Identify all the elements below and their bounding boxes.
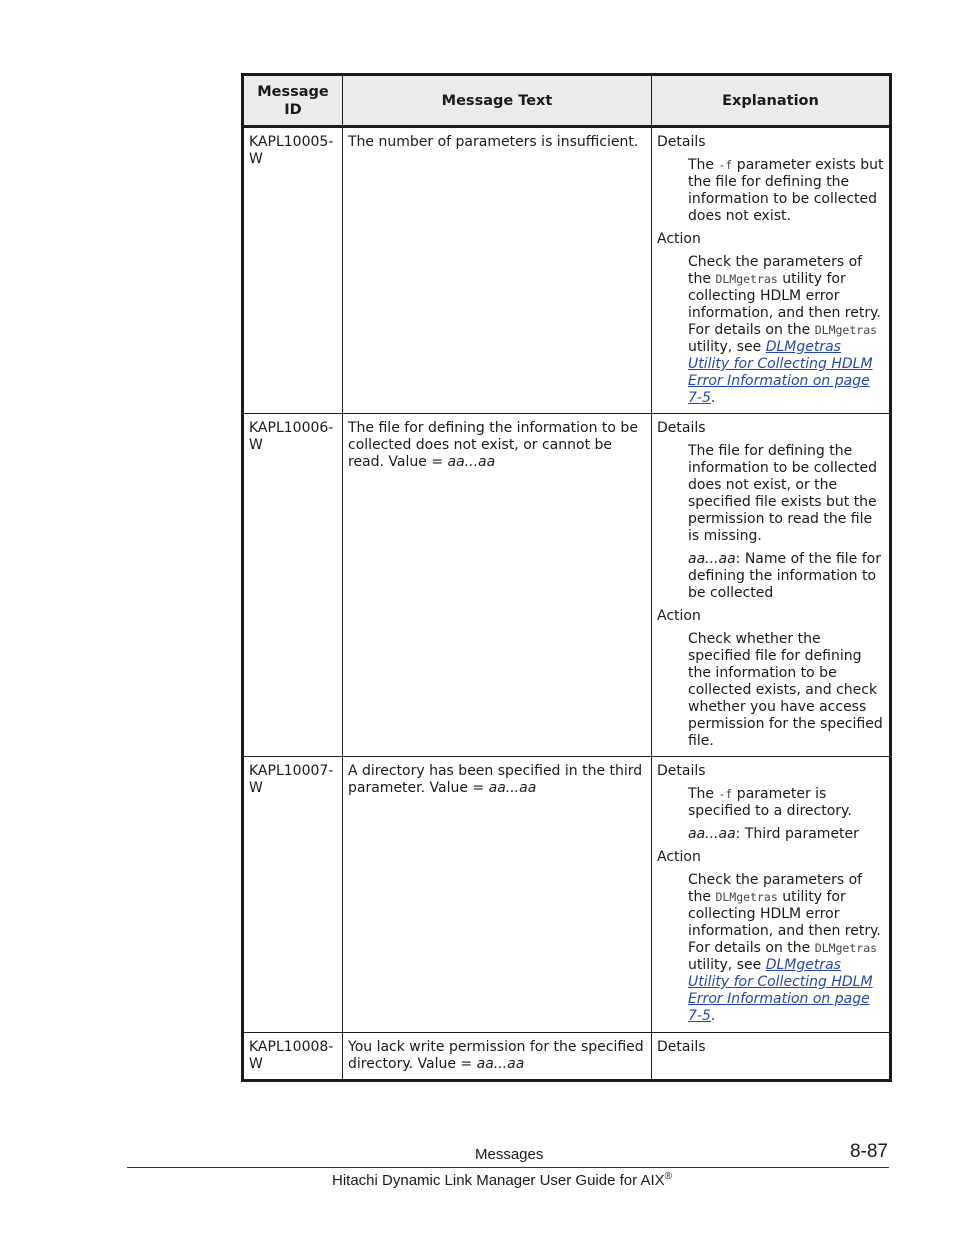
table-header-row bbox=[243, 75, 891, 127]
cross-reference-link[interactable]: DLMgetras Utility for Collecting HDLM Error Information on page 7-5 bbox=[688, 957, 873, 1024]
details-text: The file for defining the information to be collected does not exist, or the specified file exists but the permission to read the file is missing. bbox=[688, 443, 878, 544]
explanation bbox=[652, 1033, 891, 1081]
document-title: Hitachi Dynamic Link Manager User Guide for AIX® bbox=[332, 1171, 673, 1189]
details-text: The -f parameter exists but the file for defining the information to be collected does not exist. bbox=[688, 157, 884, 224]
code-utility: DLMgetras bbox=[715, 890, 778, 904]
action-label: Action bbox=[657, 849, 701, 865]
code-utility: DLMgetras bbox=[814, 941, 878, 955]
code-utility: DLMgetras bbox=[715, 272, 778, 286]
explanation bbox=[652, 414, 891, 757]
header-explanation: Explanation bbox=[652, 75, 891, 127]
header-message-text: Message Text bbox=[343, 75, 652, 127]
code-option: -f bbox=[718, 158, 733, 172]
code-utility: DLMgetras bbox=[814, 323, 878, 337]
variable: aa...aa bbox=[476, 1056, 525, 1072]
footer-section-name: Messages bbox=[475, 1146, 544, 1163]
table-row bbox=[243, 757, 891, 1033]
message-text: The file for defining the information to be collected does not exist, or cannot be read. Value = aa...aa bbox=[343, 414, 652, 757]
message-table bbox=[241, 73, 892, 1082]
table-row bbox=[243, 1033, 891, 1081]
table-row bbox=[243, 127, 891, 414]
message-id: KAPL10007-W bbox=[243, 757, 343, 1033]
code-option: -f bbox=[718, 787, 733, 801]
message-text: A directory has been specified in the third parameter. Value = aa...aa bbox=[343, 757, 652, 1033]
table-row bbox=[243, 414, 891, 757]
message-text: You lack write permission for the specified directory. Value = aa...aa bbox=[343, 1033, 652, 1081]
details-label: Details bbox=[657, 1039, 706, 1055]
cross-reference-link[interactable]: DLMgetras Utility for Collecting HDLM Error Information on page 7-5 bbox=[688, 339, 873, 406]
message-id: KAPL10005-W bbox=[243, 127, 343, 414]
details-label: Details bbox=[657, 420, 706, 436]
explanation bbox=[652, 757, 891, 1033]
details-variable-text: aa...aa: Name of the file for defining the information to be collected bbox=[688, 551, 881, 601]
variable: aa...aa bbox=[447, 454, 496, 470]
variable: aa...aa bbox=[488, 780, 537, 796]
message-id: KAPL10006-W bbox=[243, 414, 343, 757]
details-text: The -f parameter is specified to a directory. bbox=[688, 786, 852, 819]
header-message-id: Message ID bbox=[243, 75, 343, 127]
action-text: Check the parameters of the DLMgetras utility for collecting HDLM error information, and then retry. For details on the DLMgetras utility, see DLMgetras Utility for Collecting HDLM Error Information on page 7-5. bbox=[688, 872, 881, 1024]
registered-mark: ® bbox=[664, 1171, 673, 1182]
details-label: Details bbox=[657, 763, 706, 779]
message-id: KAPL10008-W bbox=[243, 1033, 343, 1081]
action-text: Check the parameters of the DLMgetras utility for collecting HDLM error information, and then retry. For details on the DLMgetras utility, see DLMgetras Utility for Collecting HDLM Error Information on page 7-5. bbox=[688, 254, 881, 406]
explanation bbox=[652, 127, 891, 414]
page-number: 8-87 bbox=[849, 1141, 888, 1162]
action-label: Action bbox=[657, 231, 701, 247]
message-text: The number of parameters is insufficient. bbox=[343, 127, 652, 414]
details-variable-text: aa...aa: Third parameter bbox=[688, 826, 859, 842]
details-label: Details bbox=[657, 134, 706, 150]
action-label: Action bbox=[657, 608, 701, 624]
footer-divider bbox=[127, 1167, 889, 1168]
action-text: Check whether the specified file for defining the information to be collected exists, and check whether you have access permission for the specified file. bbox=[688, 631, 883, 749]
